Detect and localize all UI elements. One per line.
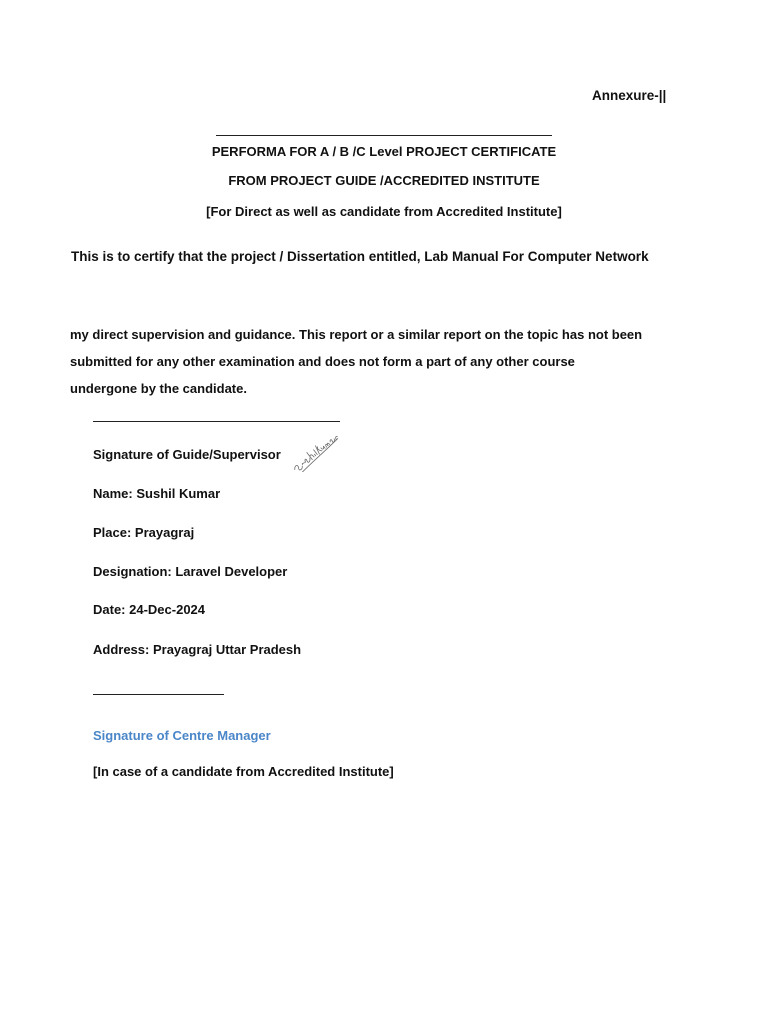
guide-name: Name: Sushil Kumar (93, 486, 221, 501)
top-divider (216, 135, 552, 136)
heading-line-2: FROM PROJECT GUIDE /ACCREDITED INSTITUTE (228, 173, 540, 188)
centre-signature-line (93, 694, 224, 695)
guide-signature-label: Signature of Guide/Supervisor (93, 447, 281, 462)
annexure-label: Annexure-|| (592, 88, 667, 103)
paragraph-line-1: my direct supervision and guidance. This report or a similar report on the topic has not been (70, 327, 643, 342)
guide-address: Address: Prayagraj Uttar Pradesh (93, 642, 302, 657)
handwritten-signature (284, 428, 344, 472)
heading-line-1: PERFORMA FOR A / B /C Level PROJECT CERTIFICATE (211, 144, 557, 159)
guide-date: Date: 24-Dec-2024 (93, 602, 206, 617)
certification-paragraph (70, 326, 670, 407)
accredited-institute-note: [In case of a candidate from Accredited Institute] (93, 764, 394, 779)
guide-designation: Designation: Laravel Developer (93, 564, 288, 579)
paragraph-line-3: undergone by the candidate. (70, 381, 247, 396)
guide-signature-line (93, 421, 340, 422)
certify-statement: This is to certify that the project / Dissertation entitled, Lab Manual For Computer Network (71, 249, 649, 264)
guide-place: Place: Prayagraj (93, 525, 195, 540)
heading-line-3: [For Direct as well as candidate from Accredited Institute] (206, 204, 562, 219)
centre-manager-signature-label: Signature of Centre Manager (93, 728, 271, 743)
paragraph-line-2: submitted for any other examination and does not form a part of any other course (70, 354, 575, 369)
